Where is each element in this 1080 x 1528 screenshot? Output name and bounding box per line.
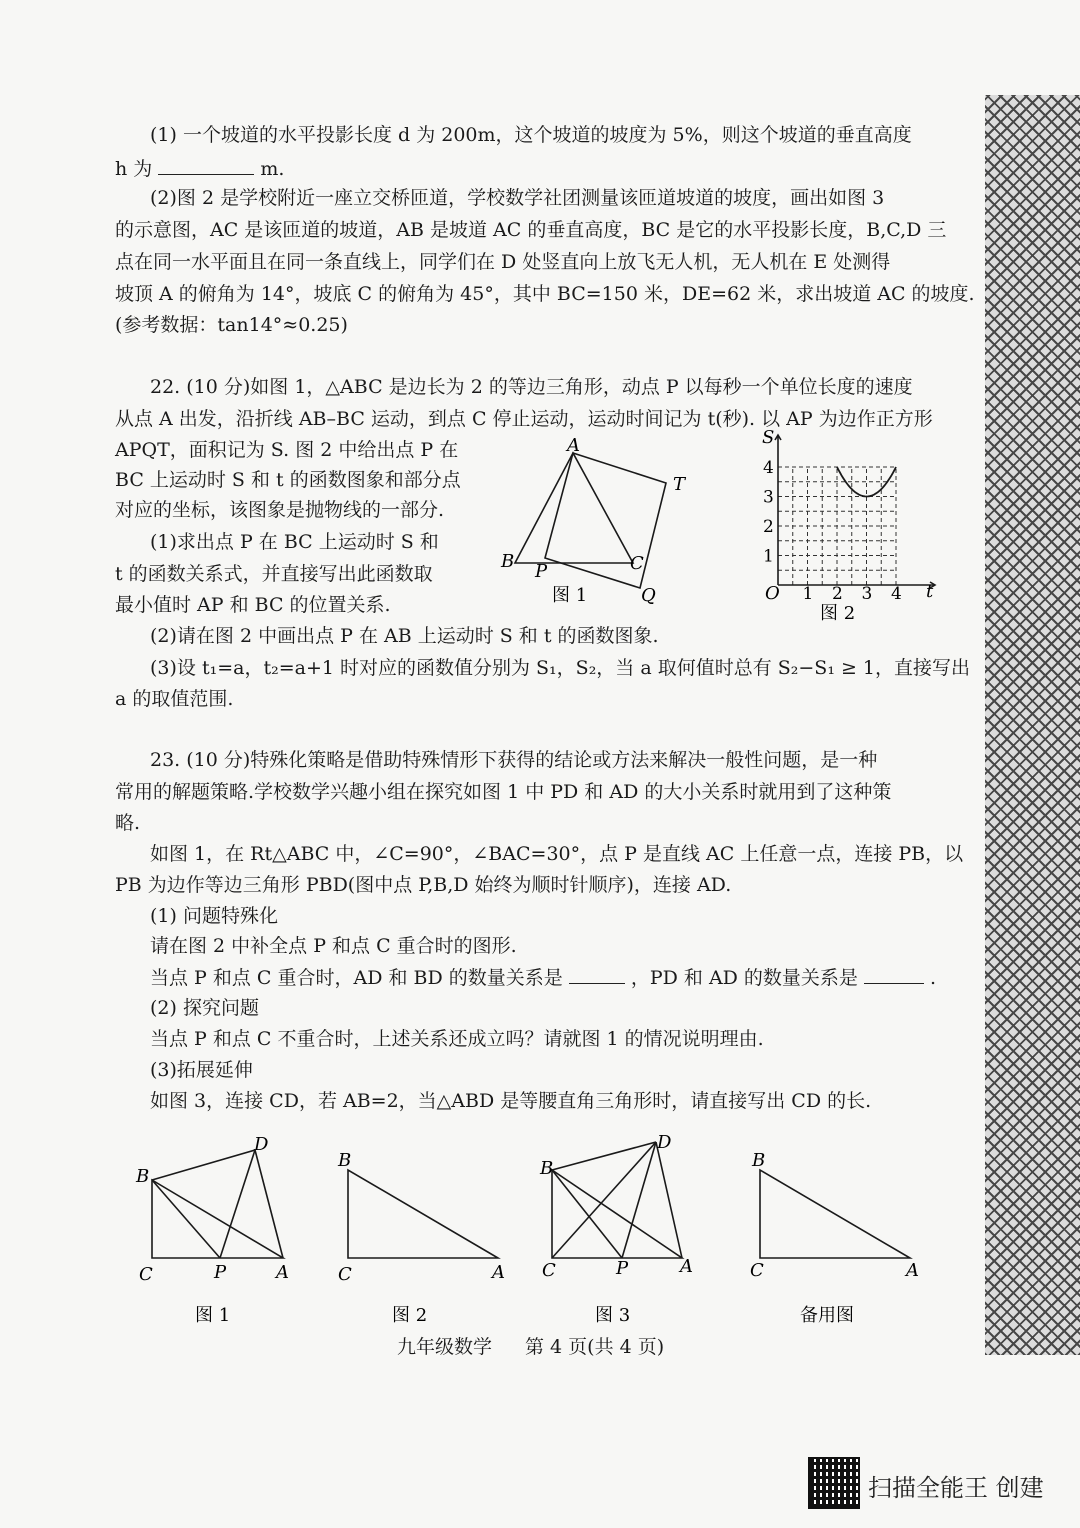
q23-heading-2: (2) 探究问题 (150, 997, 259, 1019)
q22-s3-line1: (3)设 t₁=a，t₂=a+1 时对应的函数值分别为 S₁，S₂，当 a 取何值时总有 S₂−S₁ ≥ 1，直接写出 (150, 657, 971, 679)
f1-caption: 图 1 (195, 1305, 231, 1326)
q22-s2: (2)请在图 2 中画出点 P 在 AB 上运动时 S 和 t 的函数图象. (150, 625, 659, 647)
q22-s3-line2: a 的取值范围. (115, 688, 234, 710)
q21-p2-line2: 的示意图，AC 是该匝道的坡道，AB 是坡道 AC 的垂直高度，BC 是它的水平投影长度，B,C,D 三 (115, 219, 947, 241)
q23-line4: 如图 1，在 Rt△ABC 中，∠C=90°，∠BAC=30°，点 P 是直线 AC 上任意一点，连接 PB，以 (150, 843, 964, 865)
x-tick-label: 4 (891, 584, 902, 604)
q23-h1-text-b: ，PD 和 AD 的数量关系是 (630, 967, 858, 989)
axis-s-label: S (762, 427, 775, 448)
q22-line4: BC 上运动时 S 和 t 的函数图象和部分点 (115, 469, 461, 491)
f3-label-p: P (616, 1258, 629, 1279)
q23-figure-1 (135, 1134, 289, 1326)
q23-heading-3: (3)拓展延伸 (150, 1059, 253, 1081)
f4-caption: 备用图 (800, 1305, 854, 1326)
q23-h1-text-a: 当点 P 和点 C 重合时，AD 和 BD 的数量关系是 (150, 967, 563, 989)
q21-p2-line5: (参考数据：tan14°≈0.25) (115, 314, 348, 336)
q22-line1: 22. (10 分)如图 1，△ABC 是边长为 2 的等边三角形，动点 P 以每秒一个单位长度的速度 (150, 376, 913, 398)
x-tick-label: 1 (802, 584, 814, 604)
label-t: T (673, 474, 686, 495)
q23-line5: PB 为边作等边三角形 PBD(图中点 P,B,D 始终为顺时针顺序)，连接 AD. (115, 874, 732, 896)
q23-figure-2 (337, 1150, 505, 1326)
f3-label-b: B (540, 1158, 554, 1179)
triangle-abc (515, 453, 633, 563)
page-edge-pattern (985, 95, 1080, 1355)
f1-label-a: A (276, 1262, 289, 1283)
q22-s1-line1: (1)求出点 P 在 BC 上运动时 S 和 (150, 531, 439, 553)
q23-h1-line2 (150, 965, 936, 990)
answer-blank[interactable] (158, 156, 254, 175)
y-tick-label: 2 (763, 517, 774, 537)
q23-h1-text-c: . (930, 967, 937, 989)
y-tick-label: 1 (763, 546, 774, 567)
f1-label-c: C (139, 1264, 153, 1285)
f3-label-c: C (542, 1260, 556, 1281)
q21-h-label: h 为 (115, 158, 153, 180)
q23-line2: 常用的解题策略.学校数学兴趣小组在探究如图 1 中 PD 和 AD 的大小关系时就用到了这种策 (115, 781, 892, 803)
f2-caption: 图 2 (392, 1305, 428, 1326)
q22-line3: APQT，面积记为 S. 图 2 中给出点 P 在 (115, 439, 459, 461)
label-q: Q (641, 585, 656, 606)
q22-figure-1 (495, 435, 710, 610)
label-c: C (630, 553, 644, 574)
q23-h2-line1: 当点 P 和点 C 不重合时，上述关系还成立吗？请就图 1 的情况说明理由. (150, 1028, 764, 1050)
f3-caption: 图 3 (595, 1305, 631, 1326)
qr-code-icon (808, 1457, 860, 1509)
f3-label-d: D (657, 1132, 672, 1153)
q23-h1-line1: 请在图 2 中补全点 P 和点 C 重合时的图形. (150, 935, 517, 957)
label-b: B (501, 551, 515, 572)
f1-label-b: B (136, 1166, 150, 1187)
f2-label-b: B (338, 1150, 352, 1171)
label-p: P (535, 561, 548, 582)
q23-backup-figure (750, 1150, 919, 1326)
q22-line5: 对应的坐标，该图象是抛物线的一部分. (115, 499, 445, 521)
x-tick-label: 2 (832, 584, 843, 604)
label-a: A (567, 435, 580, 456)
footer-page-number: 第 4 页(共 4 页) (525, 1336, 665, 1358)
q23-heading-1: (1) 问题特殊化 (150, 905, 278, 927)
scanner-watermark: 扫描全能王 创建 (868, 1474, 1044, 1502)
q22-s1-line2: t 的函数关系式，并直接写出此函数取 (115, 563, 433, 585)
q23-figure-3 (539, 1132, 693, 1326)
origin-label: O (765, 583, 780, 604)
f2-label-a: A (492, 1262, 505, 1283)
q21-unit: m. (260, 158, 285, 180)
f1-label-p: P (214, 1262, 227, 1283)
q22-s1-line3: 最小值时 AP 和 BC 的位置关系. (115, 594, 391, 616)
f4-label-b: B (752, 1150, 766, 1171)
answer-blank-2[interactable] (864, 965, 924, 984)
answer-blank-1[interactable] (569, 965, 625, 984)
x-tick-label: 3 (861, 584, 873, 604)
y-tick-label: 3 (763, 487, 774, 508)
axis-t-label: t (926, 581, 934, 602)
fig1-caption: 图 1 (552, 585, 588, 606)
q23-figures (130, 1130, 970, 1330)
q22-line2: 从点 A 出发，沿折线 AB–BC 运动，到点 C 停止运动，运动时间记为 t(秒). 以 AP 为边作正方形 (115, 408, 933, 430)
q23-h3-line1: 如图 3，连接 CD，若 AB=2，当△ABD 是等腰直角三角形时，请直接写出 CD 的长. (150, 1090, 872, 1112)
f4-label-c: C (750, 1260, 764, 1281)
f3-label-a: A (680, 1256, 693, 1277)
q23-line3: 略. (115, 812, 141, 834)
f2-label-c: C (338, 1264, 352, 1285)
footer-subject: 九年级数学 (397, 1336, 493, 1358)
q21-p1-line2 (115, 156, 284, 181)
f1-label-d: D (254, 1134, 269, 1155)
q21-p2-line4: 坡顶 A 的俯角为 14°，坡底 C 的俯角为 45°，其中 BC=150 米，DE=62 米，求出坡道 AC 的坡度. (115, 283, 975, 305)
q21-p1-line1: (1) 一个坡道的水平投影长度 d 为 200m，这个坡道的坡度为 5%，则这个坡道的垂直高度 (150, 124, 912, 146)
q22-figure-2 (755, 425, 945, 630)
fig2-caption: 图 2 (820, 603, 856, 624)
q21-p2-line3: 点在同一水平面且在同一条直线上，同学们在 D 处竖直向上放飞无人机，无人机在 E 处测得 (115, 251, 891, 273)
y-tick-label: 4 (763, 458, 774, 478)
q23-line1: 23. (10 分)特殊化策略是借助特殊情形下获得的结论或方法来解决一般性问题，是一种 (150, 749, 878, 771)
f4-label-a: A (906, 1260, 919, 1281)
q21-p2-line1: (2)图 2 是学校附近一座立交桥匝道，学校数学社团测量该匝道坡道的坡度，画出如图 3 (150, 187, 885, 209)
